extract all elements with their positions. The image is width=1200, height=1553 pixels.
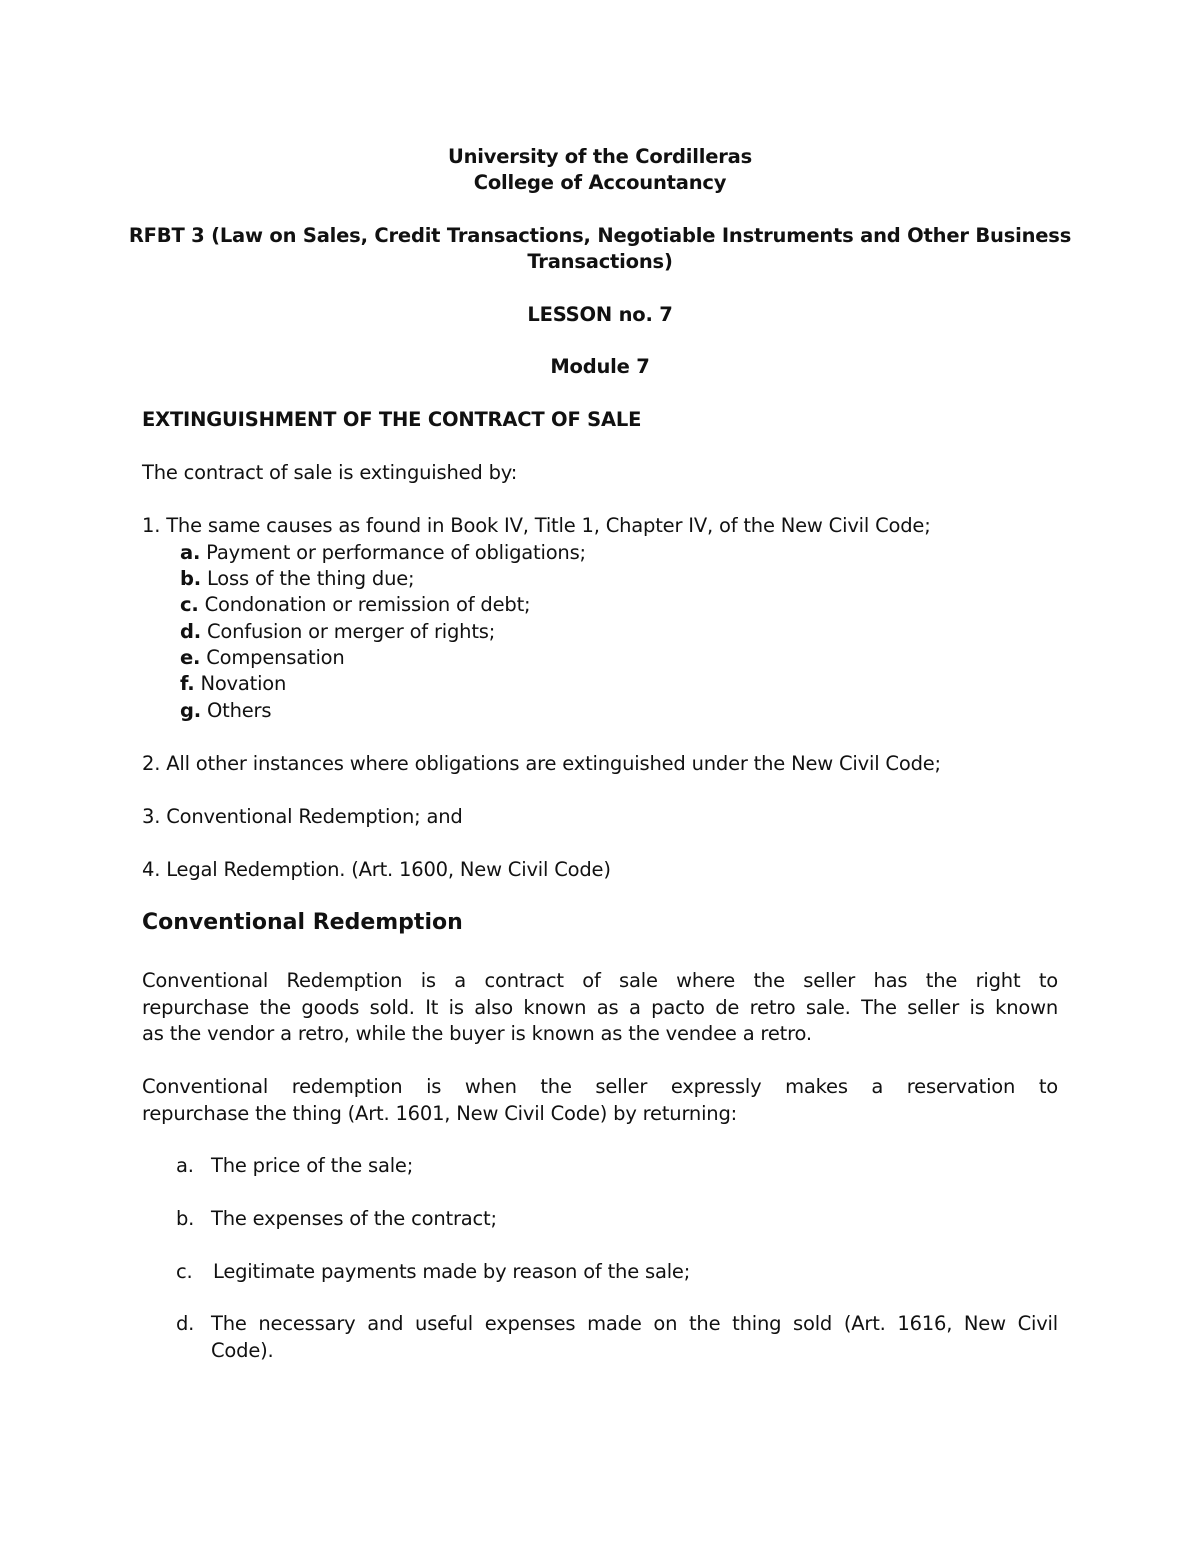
sub-list-text: Novation — [200, 672, 287, 695]
list-item — [176, 1206, 497, 1232]
list-item — [142, 751, 941, 777]
sub-list-item — [180, 540, 586, 566]
sub-list-item — [180, 566, 414, 592]
section-title-extinguishment: EXTINGUISHMENT OF THE CONTRACT OF SALE — [142, 408, 642, 431]
sub-list-letter: f. — [180, 672, 195, 695]
sub-list-letter: g. — [180, 699, 201, 722]
sub-list-letter: b. — [180, 567, 201, 590]
list-item — [176, 1259, 691, 1285]
paragraph-line: as the vendor a retro, while the buyer is known as the vendee a retro. — [142, 1022, 812, 1045]
sub-list-text: Loss of the thing due; — [206, 567, 415, 590]
list-item — [142, 513, 931, 539]
paragraph-line: Conventional redemption is when the seller expressly makes a reservation to — [142, 1075, 1058, 1098]
section-heading-conventional-redemption: Conventional Redemption — [142, 910, 463, 935]
sub-list-item — [180, 698, 271, 724]
paragraph-definition — [142, 968, 1058, 1048]
list-text: The expenses of the contract; — [211, 1207, 497, 1230]
list-number: 1. — [142, 514, 161, 537]
paragraph-reservation — [142, 1074, 1058, 1127]
sub-list-item — [180, 645, 345, 671]
sub-list-item — [180, 671, 286, 697]
list-item — [176, 1311, 1058, 1364]
sub-list-letter: e. — [180, 646, 201, 669]
list-text: The same causes as found in Book IV, Title 1, Chapter IV, of the New Civil Code; — [166, 514, 931, 537]
university-name: University of the Cordilleras — [447, 145, 753, 168]
list-item — [176, 1153, 414, 1179]
lesson-number: LESSON no. 7 — [527, 303, 673, 326]
list-text: The price of the sale; — [211, 1154, 414, 1177]
paragraph-line: Conventional Redemption is a contract of sale where the seller has the right to — [142, 969, 1058, 992]
paragraph-line: repurchase the thing (Art. 1601, New Civil Code) by returning: — [142, 1101, 738, 1125]
list-text: Legal Redemption. (Art. 1600, New Civil Code) — [166, 858, 611, 881]
sub-list-letter: c. — [180, 593, 199, 616]
sub-list-text: Confusion or merger of rights; — [206, 620, 496, 643]
list-text: Legitimate payments made by reason of the sale; — [213, 1260, 691, 1283]
list-item — [142, 857, 611, 883]
list-letter: a. — [176, 1154, 194, 1177]
college-name: College of Accountancy — [473, 171, 727, 194]
module-number: Module 7 — [550, 355, 650, 378]
list-text-line: The necessary and useful expenses made on the thing sold (Art. 1616, New Civil — [211, 1312, 1058, 1335]
sub-list-letter: a. — [180, 541, 201, 564]
sub-list-text: Compensation — [206, 646, 345, 669]
list-text-line: Code). — [211, 1338, 274, 1362]
course-title-line1: RFBT 3 (Law on Sales, Credit Transactions, Negotiable Instruments and Other Business — [128, 224, 1072, 247]
sub-list-item — [180, 592, 530, 618]
section-intro: The contract of sale is extinguished by: — [142, 461, 518, 484]
list-number: 2. — [142, 752, 161, 775]
list-item — [142, 804, 463, 830]
list-letter: d. — [176, 1312, 195, 1335]
list-text: Conventional Redemption; and — [166, 805, 463, 828]
list-letter: b. — [176, 1207, 195, 1230]
sub-list-text: Others — [206, 699, 272, 722]
list-text: All other instances where obligations are extinguished under the New Civil Code; — [166, 752, 941, 775]
sub-list-text: Payment or performance of obligations; — [206, 541, 586, 564]
course-title-line2: Transactions) — [527, 250, 673, 273]
paragraph-line: repurchase the goods sold. It is also known as a pacto de retro sale. The seller is known — [142, 995, 1058, 1019]
sub-list-text: Condonation or remission of debt; — [204, 593, 531, 616]
sub-list-letter: d. — [180, 620, 201, 643]
list-number: 3. — [142, 805, 161, 828]
list-letter: c. — [176, 1260, 193, 1283]
sub-list-item — [180, 619, 495, 645]
list-number: 4. — [142, 858, 161, 881]
